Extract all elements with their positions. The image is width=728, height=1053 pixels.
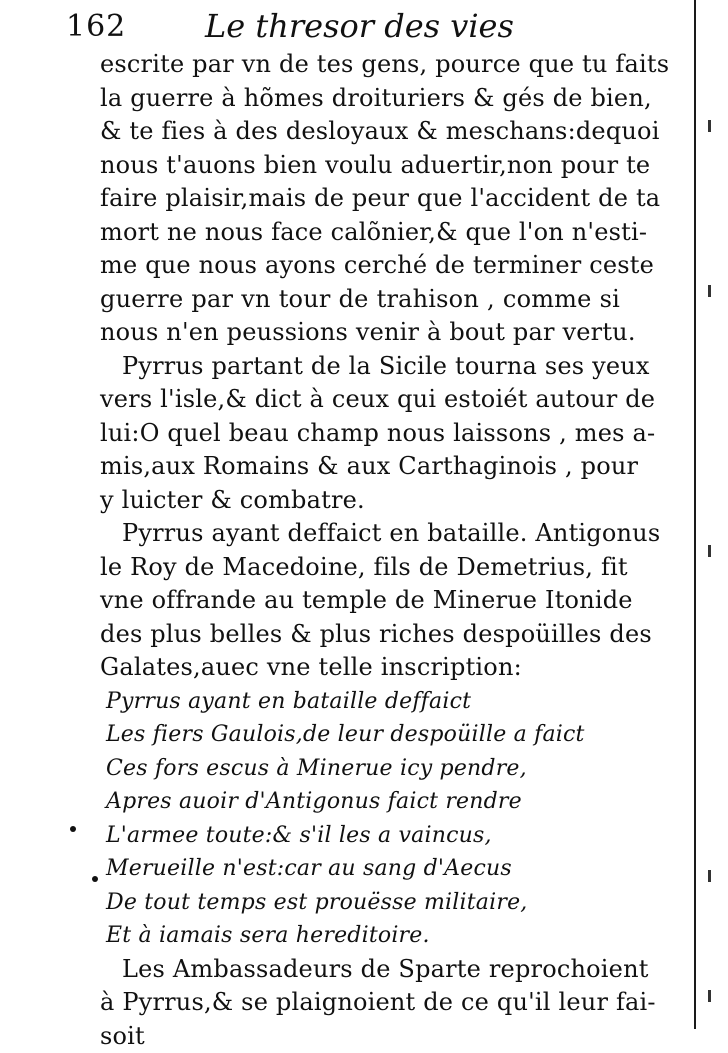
verse-line: Apres auoir d'Antigonus faict rendre [100, 785, 620, 819]
text-line: lui:O quel beau champ nous laissons , mes a- [100, 417, 620, 451]
text-line: à Pyrrus,& se plaignoient de ce qu'il leur fai- [100, 986, 620, 1020]
edge-mark [708, 120, 711, 132]
body-text [100, 48, 620, 1053]
margin-ink-dot [92, 876, 98, 882]
text-line: soit [100, 1020, 620, 1053]
text-line: nous t'auons bien voulu aduertir,non pour te [100, 149, 620, 183]
verse-line: Et à iamais sera hereditoire. [100, 919, 620, 953]
text-line: vers l'isle,& dict à ceux qui estoiét autour de [100, 383, 620, 417]
page-number: 162 [66, 10, 126, 44]
edge-mark [708, 285, 711, 297]
text-line: vne offrande au temple de Minerue Itonide [100, 584, 620, 618]
verse-line: L'armee toute:& s'il les a vaincus, [100, 819, 620, 853]
text-line: Pyrrus partant de la Sicile tourna ses yeux [100, 350, 620, 384]
text-line: guerre par vn tour de trahison , comme si [100, 283, 620, 317]
text-line: Les Ambassadeurs de Sparte reprochoient [100, 953, 620, 987]
text-line: la guerre à hõmes droituriers & gés de bien, [100, 82, 620, 116]
text-line: mis,aux Romains & aux Carthaginois , pour [100, 450, 620, 484]
text-line: y luicter & combatre. [100, 484, 620, 518]
paragraph-letter [100, 48, 620, 350]
edge-mark [708, 545, 711, 557]
paragraph-sparta [100, 953, 620, 1053]
page-edge [694, 0, 696, 1029]
edge-mark [708, 870, 711, 882]
text-line: le Roy de Macedoine, fils de Demetrius, fit [100, 551, 620, 585]
verse-line: Les fiers Gaulois,de leur despoüille a faict [100, 718, 620, 752]
verse-line: Ces fors escus à Minerue icy pendre, [100, 752, 620, 786]
page-header [0, 0, 694, 48]
verse-line: De tout temps est prouësse militaire, [100, 886, 620, 920]
text-line: me que nous ayons cerché de terminer ceste [100, 249, 620, 283]
text-line: Pyrrus ayant deffaict en bataille. Antigonus [100, 517, 620, 551]
text-line: mort ne nous face calõnier,& que l'on n'esti- [100, 216, 620, 250]
verse-line: Pyrrus ayant en bataille deffaict [100, 685, 620, 719]
verse-inscription [100, 685, 620, 953]
paragraph-sicily [100, 350, 620, 518]
edge-mark [708, 990, 711, 1002]
text-line: des plus belles & plus riches despoüilles des [100, 618, 620, 652]
text-line: Galates,auec vne telle inscription: [100, 651, 620, 685]
paragraph-antigonus [100, 517, 620, 685]
running-head: Le thresor des vies [205, 8, 514, 44]
text-line: nous n'en peussions venir à bout par vertu. [100, 316, 620, 350]
text-line: faire plaisir,mais de peur que l'accident de ta [100, 182, 620, 216]
text-line: & te fies à des desloyaux & meschans:dequoi [100, 115, 620, 149]
margin-ink-dot [70, 826, 76, 832]
text-line: escrite par vn de tes gens, pource que tu faits [100, 48, 620, 82]
verse-line: Merueille n'est:car au sang d'Aecus [100, 852, 620, 886]
